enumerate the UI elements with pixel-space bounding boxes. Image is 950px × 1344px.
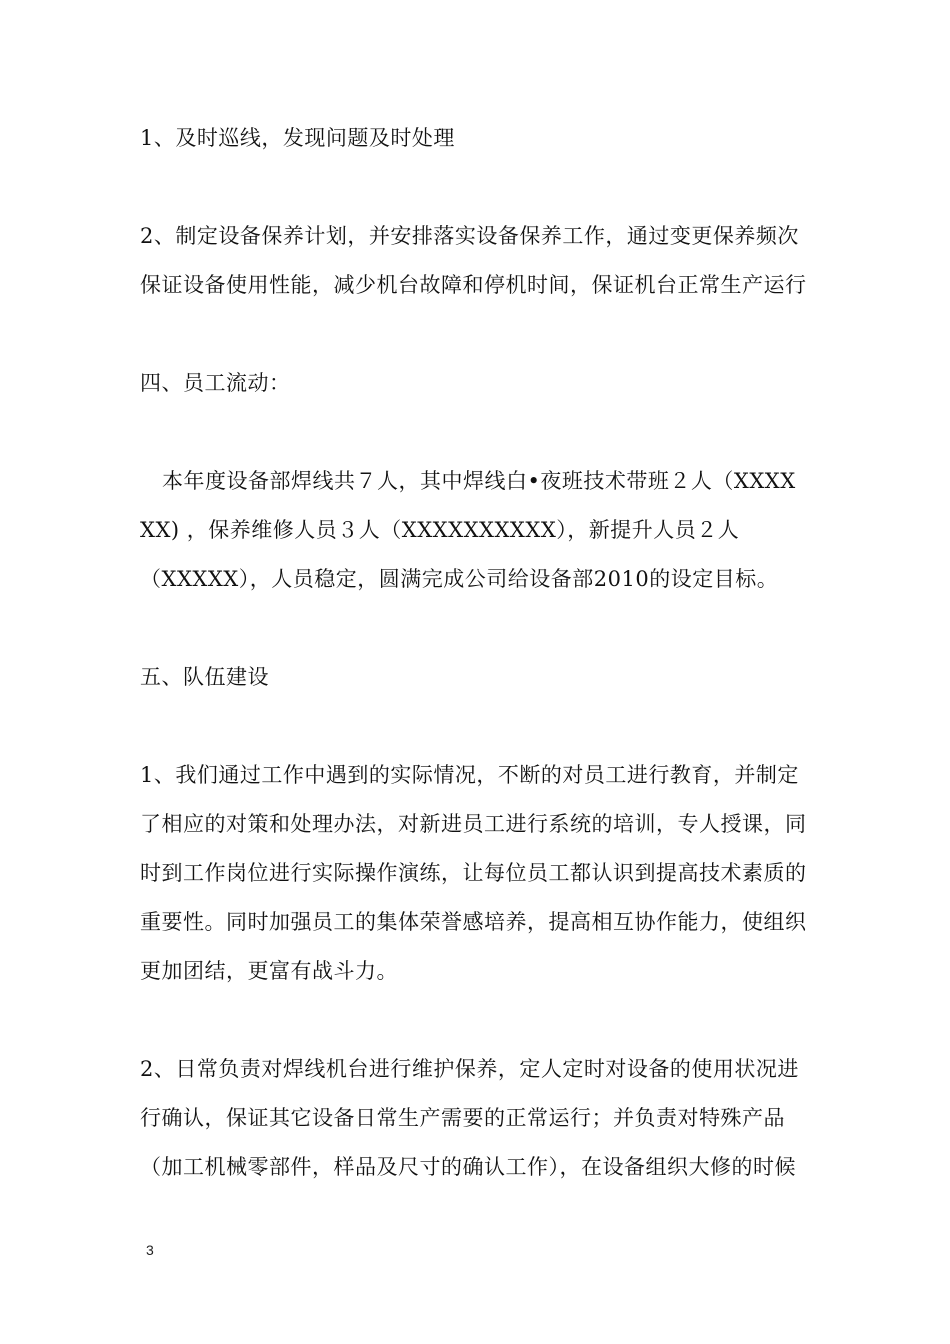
team-item-1-line-3: 时到工作岗位进行实际操作演练，让每位员工都认识到提高技术素质的	[140, 861, 807, 885]
team-item-1-line-2: 了相应的对策和处理办法，对新进员工进行系统的培训，专人授课，同	[140, 812, 807, 836]
team-item-1-line-5: 更加团结，更富有战斗力。	[140, 959, 398, 983]
paragraph-staff-line-2: XX) ，保养维修人员３人（XXXXXXXXXX），新提升人员２人	[140, 518, 740, 542]
item-2-line-2: 保证设备使用性能，减少机台故障和停机时间，保证机台正常生产运行	[140, 273, 807, 297]
team-item-2-line-1: 2、日常负责对焊线机台进行维护保养，定人定时对设备的使用状况进	[140, 1057, 799, 1081]
paragraph-staff-line-1: 本年度设备部焊线共７人，其中焊线白•夜班技术带班２人（XXXX	[162, 469, 796, 493]
team-item-1-line-1: 1、我们通过工作中遇到的实际情况，不断的对员工进行教育，并制定	[140, 763, 799, 787]
team-item-2-line-3: （加工机械零部件，样品及尺寸的确认工作），在设备组织大修的时候	[140, 1155, 796, 1179]
page-number: 3	[146, 1242, 154, 1258]
section-4-heading: 四、员工流动：	[140, 371, 291, 395]
item-1-text: 1、及时巡线，发现问题及时处理	[140, 126, 455, 150]
team-item-1-line-4: 重要性。同时加强员工的集体荣誉感培养，提高相互协作能力，使组织	[140, 910, 807, 934]
section-5-heading: 五、队伍建设	[140, 665, 269, 689]
paragraph-staff-line-3: （XXXXX），人员稳定，圆满完成公司给设备部2010的设定目标。	[140, 567, 779, 591]
item-2-line-1: 2、制定设备保养计划，并安排落实设备保养工作，通过变更保养频次	[140, 224, 799, 248]
team-item-2-line-2: 行确认，保证其它设备日常生产需要的正常运行；并负责对特殊产品	[140, 1106, 785, 1130]
